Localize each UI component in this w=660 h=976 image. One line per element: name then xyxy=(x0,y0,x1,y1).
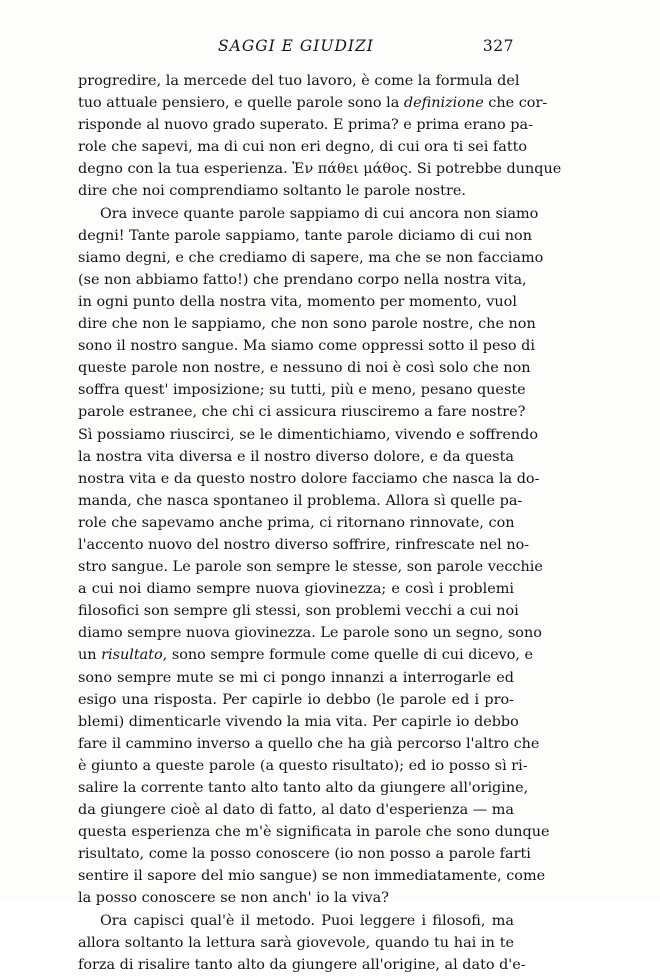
text-line xyxy=(78,247,544,269)
text-line-content: nostra vita e da questo nostro dolore facciamo che nasca la do- xyxy=(78,470,540,487)
text-line xyxy=(78,225,532,247)
text-line xyxy=(78,70,520,92)
text-line xyxy=(78,777,529,799)
text-line-content: da giungere cioè al dato di fatto, al dato d'esperienza — ma xyxy=(78,802,514,819)
text-line-content: Ora capisci qual'è il metodo. Puoi leggere i filosofi, ma xyxy=(100,912,514,929)
text-line xyxy=(78,600,519,622)
text-line-content: dire che non le sappiamo, che non sono parole nostre, che non xyxy=(78,316,536,333)
text-line-content: fare il cammino inverso a quello che ha già percorso l'altro che xyxy=(78,735,540,752)
text-line-content: Ora invece quante parole sappiamo di cui ancora non siamo xyxy=(100,205,539,222)
text-line xyxy=(78,711,519,733)
text-line xyxy=(78,401,526,423)
text-line-content: role che sapevi, ma di cui non eri degno, di cui ora ti sei fatto xyxy=(78,139,528,156)
text-line xyxy=(78,910,514,932)
text-line xyxy=(78,689,514,711)
text-line-content: salire la corrente tanto alto tanto alto da giungere all'origine, xyxy=(78,780,529,796)
text-line-content: forza di risalire tanto alto da giungere all'origine, al dato d'e- xyxy=(78,956,526,973)
italic-term: risultato xyxy=(101,647,163,664)
body-text xyxy=(78,70,562,976)
text-line xyxy=(78,843,531,865)
text-line-content: risultato, come la posso conoscere (io non posso a parole farti xyxy=(78,846,531,863)
text-line xyxy=(78,534,530,556)
page-header xyxy=(78,37,514,59)
text-line xyxy=(78,622,542,644)
text-line-content: role che sapevamo anche prima, ci ritornano rinnovate, con xyxy=(78,514,515,531)
text-line-content: sentire il sapore del mio sangue) se non immediatamente, come xyxy=(78,868,546,885)
text-line-content: (se non abbiamo fatto!) che prendano corpo nella nostra vita, xyxy=(78,271,527,288)
text-line xyxy=(78,291,517,313)
text-line-content: parole estranee, che chi ci assicura riusciremo a fare nostre? xyxy=(78,404,526,421)
text-line-content: soffra quest' imposizione; su tutti, più e meno, pesano queste xyxy=(78,382,526,399)
page-number: 327 xyxy=(482,37,514,55)
text-line xyxy=(78,644,534,666)
text-line-continuation: che cor- xyxy=(483,95,548,112)
text-line-content: blemi) dimenticarle vivendo la mia vita. Per capirle io debbo xyxy=(78,713,519,730)
text-line xyxy=(78,424,539,446)
text-line xyxy=(78,512,514,534)
text-line xyxy=(78,887,514,909)
text-line-content: un xyxy=(78,647,102,664)
text-line xyxy=(78,733,540,755)
text-line-content: risponde al nuovo grado superato. E prima? e prima erano pa- xyxy=(78,117,533,134)
text-line-content: la posso conoscere se non anch' io la viva? xyxy=(78,890,389,907)
text-line-content: questa esperienza che m'è significata in parole che sono dunque xyxy=(78,824,550,841)
text-line-content: manda, che nasca spontaneo il problema. Allora sì quelle pa- xyxy=(78,492,523,509)
text-line xyxy=(78,446,514,468)
text-line xyxy=(78,667,514,689)
text-line xyxy=(78,357,531,379)
text-line-content: Sì possiamo riuscirci, se le dimentichiamo, vivendo e soffrendo xyxy=(78,426,539,443)
text-line xyxy=(78,313,536,335)
text-line xyxy=(78,114,533,136)
text-line xyxy=(78,136,528,158)
text-line-content: degno con la tua esperienza. Ἐν πάθει μάθος. Si potrebbe dunque xyxy=(78,161,562,178)
text-line-content: diamo sempre nuova giovinezza. Le parole sono un segno, sono xyxy=(78,625,542,642)
text-line-content: allora soltanto la lettura sarà giovevole, quando tu hai in te xyxy=(78,934,514,951)
text-line xyxy=(78,799,514,821)
text-line-content: la nostra vita diversa e il nostro diverso dolore, e da questa xyxy=(78,448,514,465)
text-line xyxy=(78,203,539,225)
text-line xyxy=(78,269,527,291)
text-line-content: sono sempre mute se mi ci pongo innanzi a interrogarle ed xyxy=(78,669,514,686)
text-line xyxy=(78,335,535,357)
text-line-content: l'accento nuovo del nostro diverso soffrire, rinfrescate nel no- xyxy=(78,536,530,553)
text-line xyxy=(78,158,562,180)
text-line-content: progredire, la mercede del tuo lavoro, è come la formula del xyxy=(78,73,520,89)
text-line xyxy=(78,490,523,512)
text-line xyxy=(78,954,526,976)
text-line-content: è giunto a queste parole (a questo risultato); ed io posso sì ri- xyxy=(78,757,528,774)
text-line-content: filosofici son sempre gli stessi, son problemi vecchi a cui noi xyxy=(78,603,519,620)
text-line xyxy=(78,821,550,843)
text-line-content: tuo attuale pensiero, e quelle parole sono la xyxy=(78,95,404,112)
text-line-content: stro sangue. Le parole son sempre le stesse, son parole vecchie xyxy=(78,559,543,576)
text-line-content: siamo degni, e che crediamo di sapere, ma che se non facciamo xyxy=(78,249,544,266)
text-line xyxy=(78,755,528,777)
text-line xyxy=(78,180,514,202)
text-line-content: degni! Tante parole sappiamo, tante parole diciamo di cui non xyxy=(78,227,532,244)
text-line-content: sono il nostro sangue. Ma siamo come oppressi sotto il peso di xyxy=(78,338,535,355)
text-line-content: a cui noi diamo sempre nuova giovinezza; e così i problemi xyxy=(78,581,514,598)
text-line-content: queste parole non nostre, e nessuno di noi è così solo che non xyxy=(78,360,531,377)
text-line xyxy=(78,92,548,114)
text-line xyxy=(78,379,526,401)
text-line xyxy=(78,468,540,490)
text-line-content: in ogni punto della nostra vita, momento per momento, vuol xyxy=(78,293,517,310)
text-line-continuation: , sono sempre formule come quelle di cui dicevo, e xyxy=(162,647,534,664)
running-title: SAGGI E GIUDIZI xyxy=(218,37,374,55)
text-line xyxy=(78,932,514,954)
italic-term: definizione xyxy=(403,95,484,112)
text-line-content: esigo una risposta. Per capirle io debbo (le parole ed i pro- xyxy=(78,691,514,708)
text-line xyxy=(78,578,514,600)
text-line xyxy=(78,556,543,578)
text-line xyxy=(78,865,546,887)
text-line-content: dire che noi comprendiamo soltanto le parole nostre. xyxy=(78,183,466,200)
